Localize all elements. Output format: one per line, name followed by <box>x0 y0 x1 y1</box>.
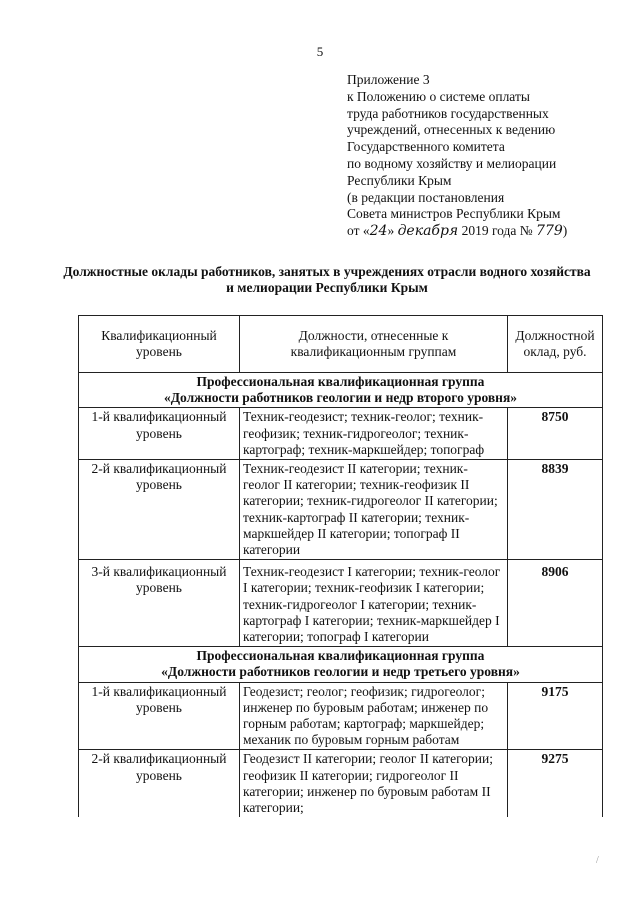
appendix-header <box>347 72 567 240</box>
appendix-line: Государственного комитета <box>347 139 505 155</box>
group-title <box>79 647 603 682</box>
level-cell: 2-й квалификационный уровень <box>79 460 240 560</box>
date-prefix: от « <box>347 223 370 239</box>
group-title-line: Профессиональная квалификационная группа <box>196 374 485 389</box>
group-title <box>79 373 603 408</box>
salary-cell: 8750 <box>508 408 603 460</box>
appendix-line: (в редакции постановления <box>347 189 505 205</box>
level-cell: 1-й квалификационный уровень <box>79 408 240 460</box>
group-title-line: «Должности работников геологии и недр третьего уровня» <box>161 664 520 680</box>
column-header: Квалификационный уровень <box>79 316 240 373</box>
salary-cell: 9275 <box>508 750 603 817</box>
salary-cell: 8906 <box>508 560 603 647</box>
appendix-line: Республики Крым <box>347 172 452 188</box>
resolution-number-handwritten: 779 <box>536 223 563 240</box>
appendix-line: Приложение 3 <box>347 72 430 87</box>
positions-cell: Техник-геодезист I категории; техник-геолог I категории; техник-геофизик I категории; техник-гидрогеолог I категории; техник-картограф I категории; техник-маркшейдер I категории; топограф I категории <box>240 560 508 647</box>
column-header: Должности, отнесенные к квалификационным группам <box>240 316 508 373</box>
table-row <box>79 560 603 647</box>
date-mid: » <box>387 223 395 239</box>
positions-cell: Техник-геодезист; техник-геолог; техник-геофизик; техник-гидрогеолог; техник-картограф; техник-маркшейдер; топограф <box>240 408 508 460</box>
column-header: Должностной оклад, руб. <box>508 316 603 373</box>
date-day-handwritten: 24 <box>369 223 388 240</box>
level-cell: 1-й квалификационный уровень <box>79 682 240 750</box>
table-row <box>79 682 603 750</box>
date-suffix: 2019 года № <box>458 223 533 239</box>
group-title-line: «Должности работников геологии и недр второго уровня» <box>163 390 518 406</box>
table-row <box>79 750 603 817</box>
salary-cell: 8839 <box>508 460 603 560</box>
resolution-date-line: от «24» декабря 2019 года № 779) <box>347 223 568 240</box>
appendix-line: Совета министров Республики Крым <box>347 206 561 222</box>
level-cell: 2-й квалификационный уровень <box>79 750 240 817</box>
appendix-line: учреждений, отнесенных к ведению <box>347 122 556 138</box>
document-title: Должностные оклады работников, занятых в учреждениях отрасли водного хозяйства и мелиорации Республики Крым <box>63 264 591 295</box>
table-header-row <box>79 316 603 373</box>
scan-mark: / <box>596 855 599 866</box>
level-cell: 3-й квалификационный уровень <box>79 560 240 647</box>
table-row <box>79 460 603 560</box>
group-header-row <box>79 647 603 682</box>
group-title-line: Профессиональная квалификационная группа <box>196 648 485 664</box>
positions-cell: Геодезист; геолог; геофизик; гидрогеолог; инженер по буровым работам; инженер по горным работам; картограф; маркшейдер; механик по буровым горным работам <box>240 682 508 750</box>
salary-cell: 9175 <box>508 682 603 750</box>
date-month-handwritten: декабря <box>397 223 459 240</box>
page-number: 5 <box>316 44 324 59</box>
positions-cell: Техник-геодезист II категории; техник-геолог II категории; техник-геофизик II категории; техник-гидрогеолог II категории; техник-картограф II категории; техник-маркшейдер II категории; топограф II категории <box>240 460 508 560</box>
table-row <box>79 408 603 460</box>
appendix-line: по водному хозяйству и мелиорации <box>347 155 557 171</box>
salary-table <box>78 315 603 817</box>
appendix-line: труда работников государственных <box>347 105 549 121</box>
group-header-row <box>79 373 603 408</box>
positions-cell: Геодезист II категории; геолог II категории; геофизик II категории; гидрогеолог II категории; инженер по буровым работам II категории; <box>240 750 508 817</box>
appendix-line: к Положению о системе оплаты <box>347 88 530 104</box>
